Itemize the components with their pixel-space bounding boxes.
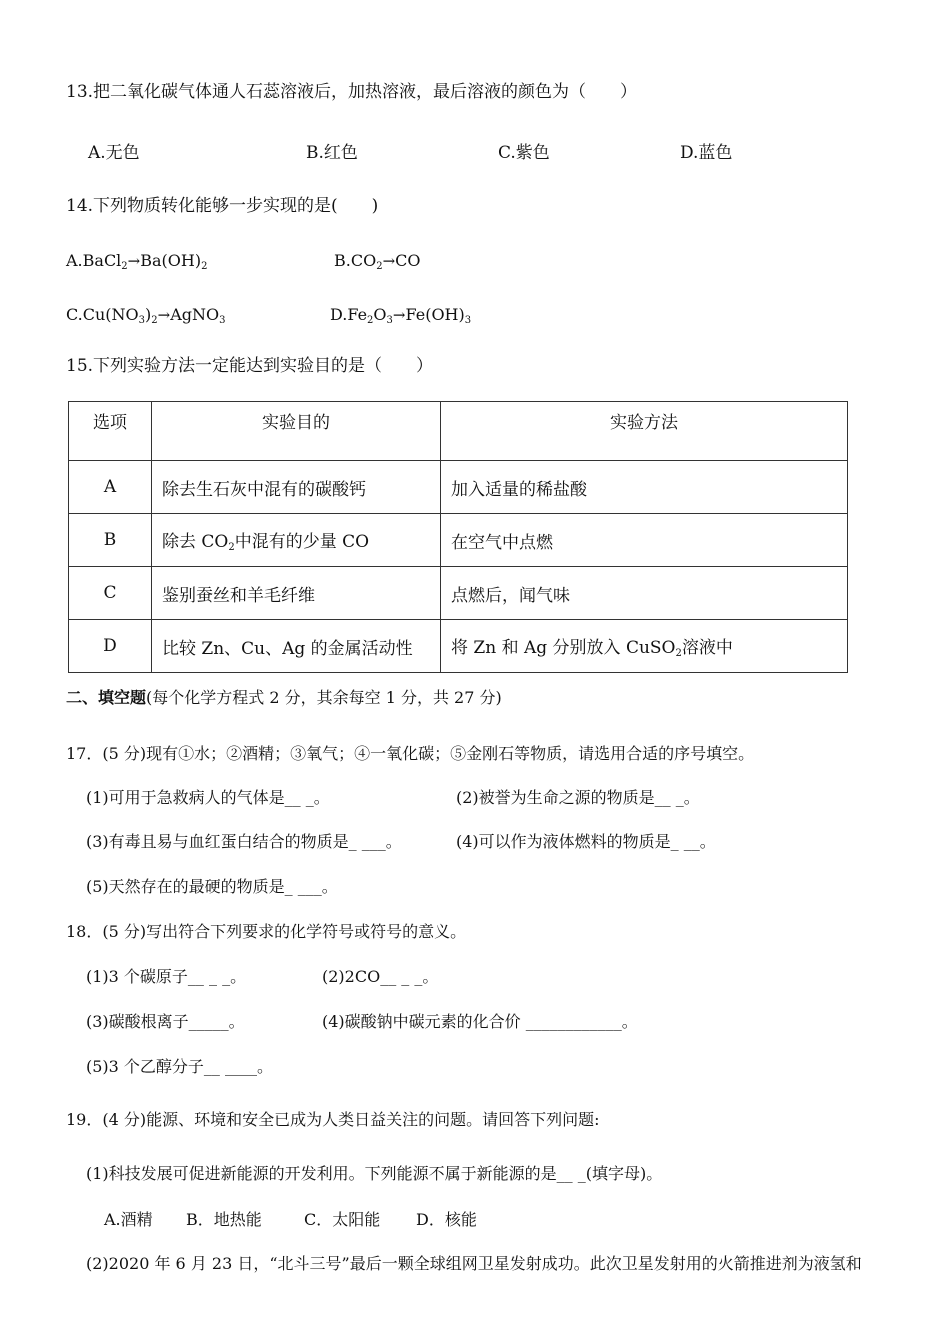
q13-option-c: C.紫色: [498, 143, 550, 163]
q13-option-b: B.红色: [306, 143, 358, 163]
q17-stem: 17．(5 分)现有①水；②酒精；③氧气；④一氧化碳；⑤金刚石等物质，请选用合适的序号填空。: [66, 744, 755, 763]
q14-option-b: $B.CO_2\to CO$: [334, 251, 421, 272]
q17-part-4: (4)可以作为液体燃料的物质是_ __。: [456, 832, 716, 851]
q18-part-3: (3)碳酸根离子_____。: [86, 1012, 245, 1031]
q19-option-a: A.酒精: [104, 1210, 153, 1229]
row-method: 加入适量的稀盐酸: [441, 461, 848, 514]
row-option: A: [69, 461, 152, 514]
table-row: [69, 620, 848, 673]
header-method: 实验方法: [441, 402, 848, 461]
header-option: 选项: [69, 402, 152, 461]
q13-stem: 13.把二氧化碳气体通人石蕊溶液后，加热溶液，最后溶液的颜色为（ ）: [66, 82, 638, 102]
q18-stem: 18．(5 分)写出符合下列要求的化学符号或符号的意义。: [66, 922, 467, 941]
section-note: (每个化学方程式 2 分，其余每空 1 分，共 27 分): [146, 688, 502, 707]
table-header-row: [69, 402, 848, 461]
header-purpose: 实验目的: [152, 402, 441, 461]
q19-part-2: (2)2020 年 6 月 23 日，“北斗三号”最后一颗全球组网卫星发射成功。此次卫星发射用的火箭推进剂为液氢和: [86, 1254, 862, 1273]
q14-stem: 14.下列物质转化能够一步实现的是( ): [66, 196, 379, 216]
q14-option-c: $C.Cu(NO_3)_2\to AgNO_3$: [66, 305, 226, 326]
row-method: 点燃后，闻气味: [441, 567, 848, 620]
q14-option-a: $A.BaCl_2\to Ba(OH)_2$: [66, 251, 208, 272]
row-purpose: 除去生石灰中混有的碳酸钙: [152, 461, 441, 514]
section-title: 二、填空题: [66, 688, 147, 707]
row-purpose: 比较 Zn、Cu、Ag 的金属活动性: [152, 620, 441, 673]
table-row: [69, 514, 848, 567]
table-row: [69, 567, 848, 620]
row-option: D: [69, 620, 152, 673]
q17-part-1: (1)可用于急救病人的气体是__ _。: [86, 788, 330, 807]
q18-part-4: (4)碳酸钠中碳元素的化合价 ____________。: [322, 1012, 638, 1031]
q19-option-b: B．地热能: [186, 1210, 262, 1229]
q15-stem: 15.下列实验方法一定能达到实验目的是（ ）: [66, 356, 434, 376]
table-row: [69, 461, 848, 514]
q19-option-c: C．太阳能: [304, 1210, 381, 1229]
q14-option-d: $D.Fe_2O_3\to Fe(OH)_3$: [330, 305, 472, 326]
q19-part-1: (1)科技发展可促进新能源的开发利用。下列能源不属于新能源的是__ _(填字母)。: [86, 1164, 663, 1183]
row-option: B: [69, 514, 152, 567]
q18-part-5: (5)3 个乙醇分子__ ____。: [86, 1057, 274, 1076]
q18-part-2: (2)2CO__ _ _。: [322, 967, 439, 986]
q18-part-1: (1)3 个碳原子__ _ _。: [86, 967, 247, 986]
row-method: 在空气中点燃: [441, 514, 848, 567]
row-purpose: 鉴别蚕丝和羊毛纤维: [152, 567, 441, 620]
q19-stem: 19．(4 分)能源、环境和安全已成为人类日益关注的问题。请回答下列问题:: [66, 1110, 600, 1129]
section-heading: [66, 688, 502, 707]
q13-option-d: D.蓝色: [680, 143, 733, 163]
row-purpose: 除去 $CO_2$中混有的少量 CO: [152, 514, 441, 567]
row-method: 将 Zn 和 Ag 分别放入 CuSO$_2$溶液中: [441, 620, 848, 673]
q17-part-2: (2)被誉为生命之源的物质是__ _。: [456, 788, 700, 807]
q17-part-3: (3)有毒且易与血红蛋白结合的物质是_ ___。: [86, 832, 402, 851]
q17-part-5: (5)天然存在的最硬的物质是_ ___。: [86, 877, 338, 896]
q15-table: [68, 401, 848, 673]
q13-option-a: A.无色: [88, 143, 140, 163]
q19-option-d: D．核能: [416, 1210, 477, 1229]
row-option: C: [69, 567, 152, 620]
